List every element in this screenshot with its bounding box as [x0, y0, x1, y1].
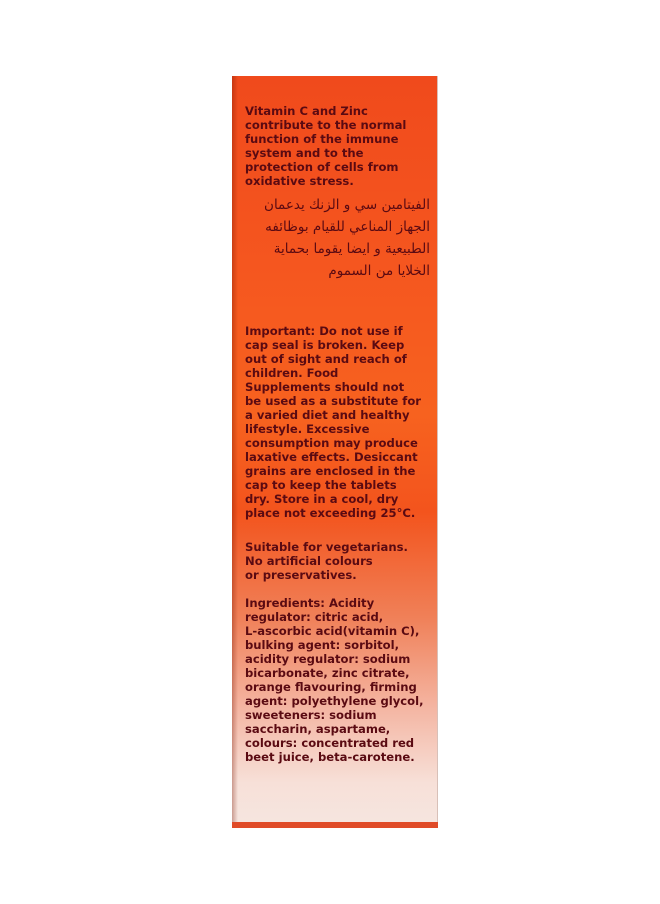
box-edge-shadow: [232, 76, 238, 828]
immune-claim-text: Vitamin C and Zinc contribute to the normal function of the immune system and to the protection of cells from oxidative stress.: [245, 104, 407, 188]
important-warning-text: Important: Do not use if cap seal is broken. Keep out of sight and reach of children. Food Supplements should not be used as a substitute for a varied diet and healthy lifestyle. Excessive consumption may produce laxative effects. Desiccant grains are enclosed in the cap to keep the tablets dry. Store in a cool, dry place not exceeding 25°C.: [245, 324, 422, 520]
ingredients-text: Ingredients: Acidity regulator: citric acid, L-ascorbic acid(vitamin C), bulking agent: sorbitol, acidity regulator: sodium bicarbonate, zinc citrate, orange flavouring, firming agent: polyethylene glycol, sweeteners: sodium saccharin, aspartame, colours: concentrated red beet juice, beta-carotene.: [245, 596, 424, 764]
arabic-claim-text: الفيتامين سي و الزنك يدعمان الجهاز المناعي للقيام بوظائفه الطبيعية و ايضا يقوما بحماية الخلايا من السموم: [264, 197, 430, 279]
box-bottom-strip: [232, 822, 438, 828]
label-text-area: [245, 104, 430, 764]
vegetarian-text: Suitable for vegetarians. No artificial colours or preservatives.: [245, 540, 408, 582]
